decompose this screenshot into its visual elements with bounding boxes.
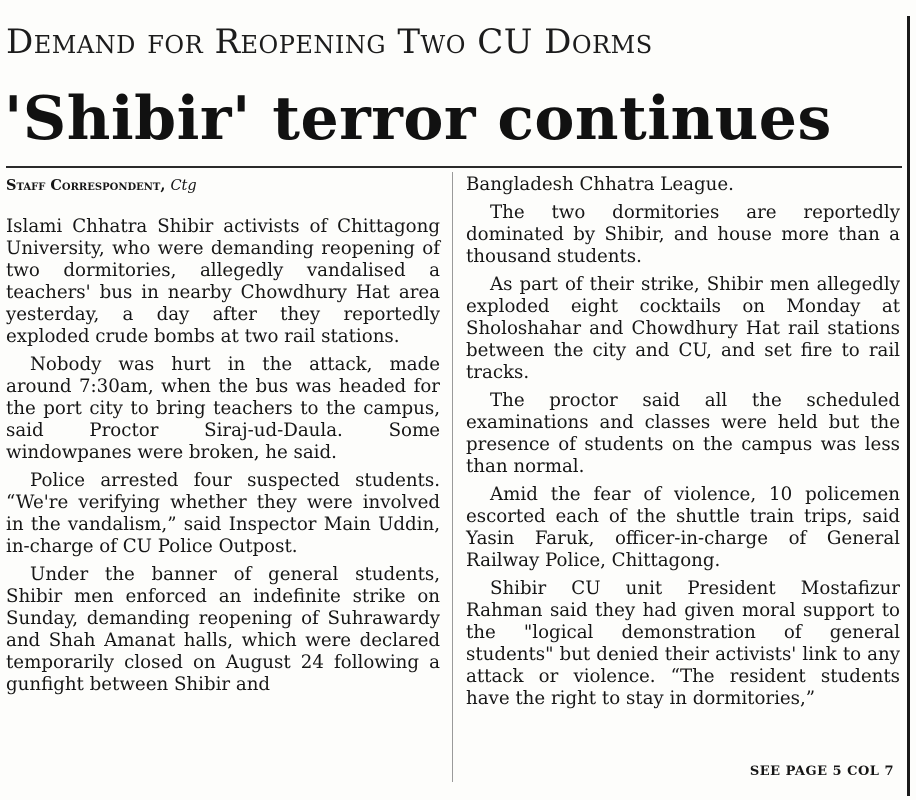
paragraph: Shibir CU unit President Mostafizur Rahman said they had given moral support to the "logical demonstration of general students" but denied their activists' link to any attack or violence. “The resident students have the right to stay in dormitories,” bbox=[466, 578, 900, 709]
paragraph: Police arrested four suspected students. “We're verifying whether they were involved in the vandalism,” said Inspector Main Uddin, in-charge of CU Police Outpost. bbox=[6, 470, 440, 557]
headline-rule bbox=[6, 166, 902, 168]
paragraph: Under the banner of general students, Shibir men enforced an indefinite strike on Sunday, demanding reopening of Suhrawardy and Shah Amanat halls, which were declared temporarily closed on August 24 following a gunfight between Shibir and bbox=[6, 564, 440, 695]
paragraph: Nobody was hurt in the attack, made around 7:30am, when the bus was headed for the port city to bring teachers to the campus, said Proctor Siraj-ud-Daula. Some windowpanes were broken, he said. bbox=[6, 354, 440, 463]
paragraph: Amid the fear of violence, 10 policemen escorted each of the shuttle train trips, said Yasin Faruk, officer-in-charge of General Railway Police, Chittagong. bbox=[466, 484, 900, 571]
byline-author: Staff Correspondent, bbox=[6, 177, 166, 194]
left-column bbox=[6, 216, 440, 702]
kicker-headline: Demand for Reopening Two CU Dorms bbox=[6, 22, 653, 62]
continuation-jump-line: SEE PAGE 5 COL 7 bbox=[749, 764, 894, 779]
paragraph: Bangladesh Chhatra League. bbox=[466, 174, 734, 195]
paragraph: As part of their strike, Shibir men allegedly exploded eight cocktails on Monday at Sholoshahar and Chowdhury Hat rail stations between the city and CU, and set fire to rail tracks. bbox=[466, 274, 900, 383]
clipping-edge-line bbox=[907, 16, 910, 796]
paragraph: The two dormitories are reportedly dominated by Shibir, and house more than a thousand students. bbox=[466, 202, 900, 267]
right-column bbox=[466, 174, 900, 716]
byline-place: Ctg bbox=[170, 178, 197, 194]
paragraph: The proctor said all the scheduled examinations and classes were held but the presence of students on the campus was less than normal. bbox=[466, 390, 900, 477]
column-divider bbox=[452, 172, 453, 782]
main-headline: 'Shibir' terror continues bbox=[4, 84, 832, 154]
paragraph: Islami Chhatra Shibir activists of Chittagong University, who were demanding reopening of two dormitories, allegedly vandalised a teachers' bus in nearby Chowdhury Hat area yesterday, a day after they reportedly exploded crude bombs at two rail stations. bbox=[6, 216, 440, 347]
byline bbox=[6, 176, 197, 196]
